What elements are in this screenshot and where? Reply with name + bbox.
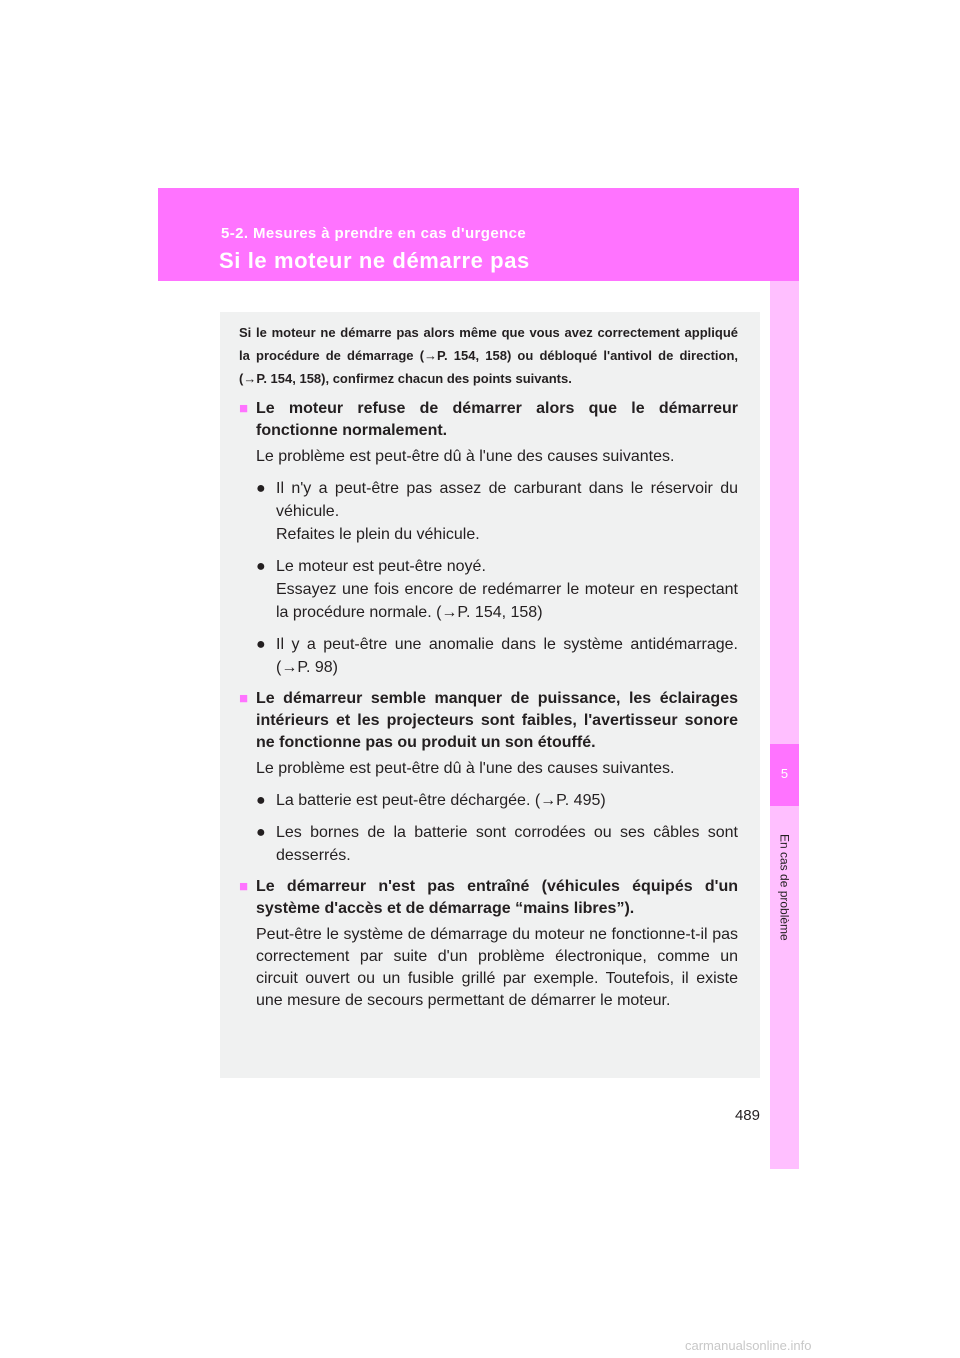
- square-bullet-icon: ■: [239, 690, 249, 707]
- square-bullet-icon: ■: [239, 400, 249, 417]
- side-strip: [770, 281, 799, 1169]
- section-heading-3: ■ Le démarreur n'est pas entraîné (véhicules équipés d'un système d'accès et de démarrage “mains libres”).: [239, 878, 738, 917]
- section-heading-1: ■ Le moteur refuse de démarrer alors que le démarreur fonctionne normalement.: [239, 400, 738, 439]
- circle-bullet-icon: ●: [256, 824, 266, 841]
- watermark: carmanualsonline.info: [685, 1338, 812, 1353]
- section-label: 5-2. Mesures à prendre en cas d'urgence: [221, 225, 527, 242]
- chapter-title-text: En cas de problème: [777, 833, 792, 941]
- list-item: ● Il n'y a peut-être pas assez de carburant dans le réservoir du véhicule. Refaites le plein du véhicule.: [239, 477, 738, 546]
- page-number: 489: [734, 1107, 760, 1124]
- section-heading-2: ■ Le démarreur semble manquer de puissance, les éclairages intérieurs et les projecteurs sont faibles, l'avertisseur sonore ne fonctionne pas ou produit un son étouffé.: [239, 690, 738, 751]
- list-item: ● Le moteur est peut-être noyé. Essayez une fois encore de redémarrer le moteur en respectant la procédure normale. (→P. 154, 158): [239, 555, 738, 624]
- circle-bullet-icon: ●: [256, 792, 266, 809]
- chapter-tab[interactable]: [770, 744, 799, 806]
- intro-text: Si le moteur ne démarre pas alors même que vous avez correctement appliqué la procédure de démarrage (→P. 154, 158) ou débloqué l'antivol de direction, (→P. 154, 158), confirmez chacun des points suivants.: [239, 325, 738, 386]
- section-text-2: Le problème est peut-être dû à l'une des causes suivantes.: [256, 760, 675, 777]
- square-bullet-icon: ■: [239, 878, 249, 895]
- chapter-number: 5: [780, 766, 789, 781]
- section-header: [158, 188, 799, 281]
- circle-bullet-icon: ●: [256, 636, 266, 653]
- list-item: ● La batterie est peut-être déchargée. (→P. 495): [239, 789, 738, 812]
- section-text-1: Le problème est peut-être dû à l'une des causes suivantes.: [256, 448, 675, 465]
- section-text-3: Peut-être le système de démarrage du moteur ne fonctionne-t-il pas correctement par suite d'un problème électronique, comme un circuit ouvert ou un fusible grillé par exemple. Toutefois, il existe une mesure de secours permettant de démarrer le moteur.: [256, 926, 738, 1009]
- circle-bullet-icon: ●: [256, 480, 266, 497]
- list-item: ● Il y a peut-être une anomalie dans le système antidémarrage. (→P. 98): [239, 633, 738, 679]
- chapter-title: [770, 812, 799, 962]
- content-box: [220, 312, 760, 1078]
- page-title: Si le moteur ne démarre pas: [219, 248, 530, 273]
- circle-bullet-icon: ●: [256, 558, 266, 575]
- list-item: ● Les bornes de la batterie sont corrodées ou ses câbles sont desserrés.: [239, 821, 738, 867]
